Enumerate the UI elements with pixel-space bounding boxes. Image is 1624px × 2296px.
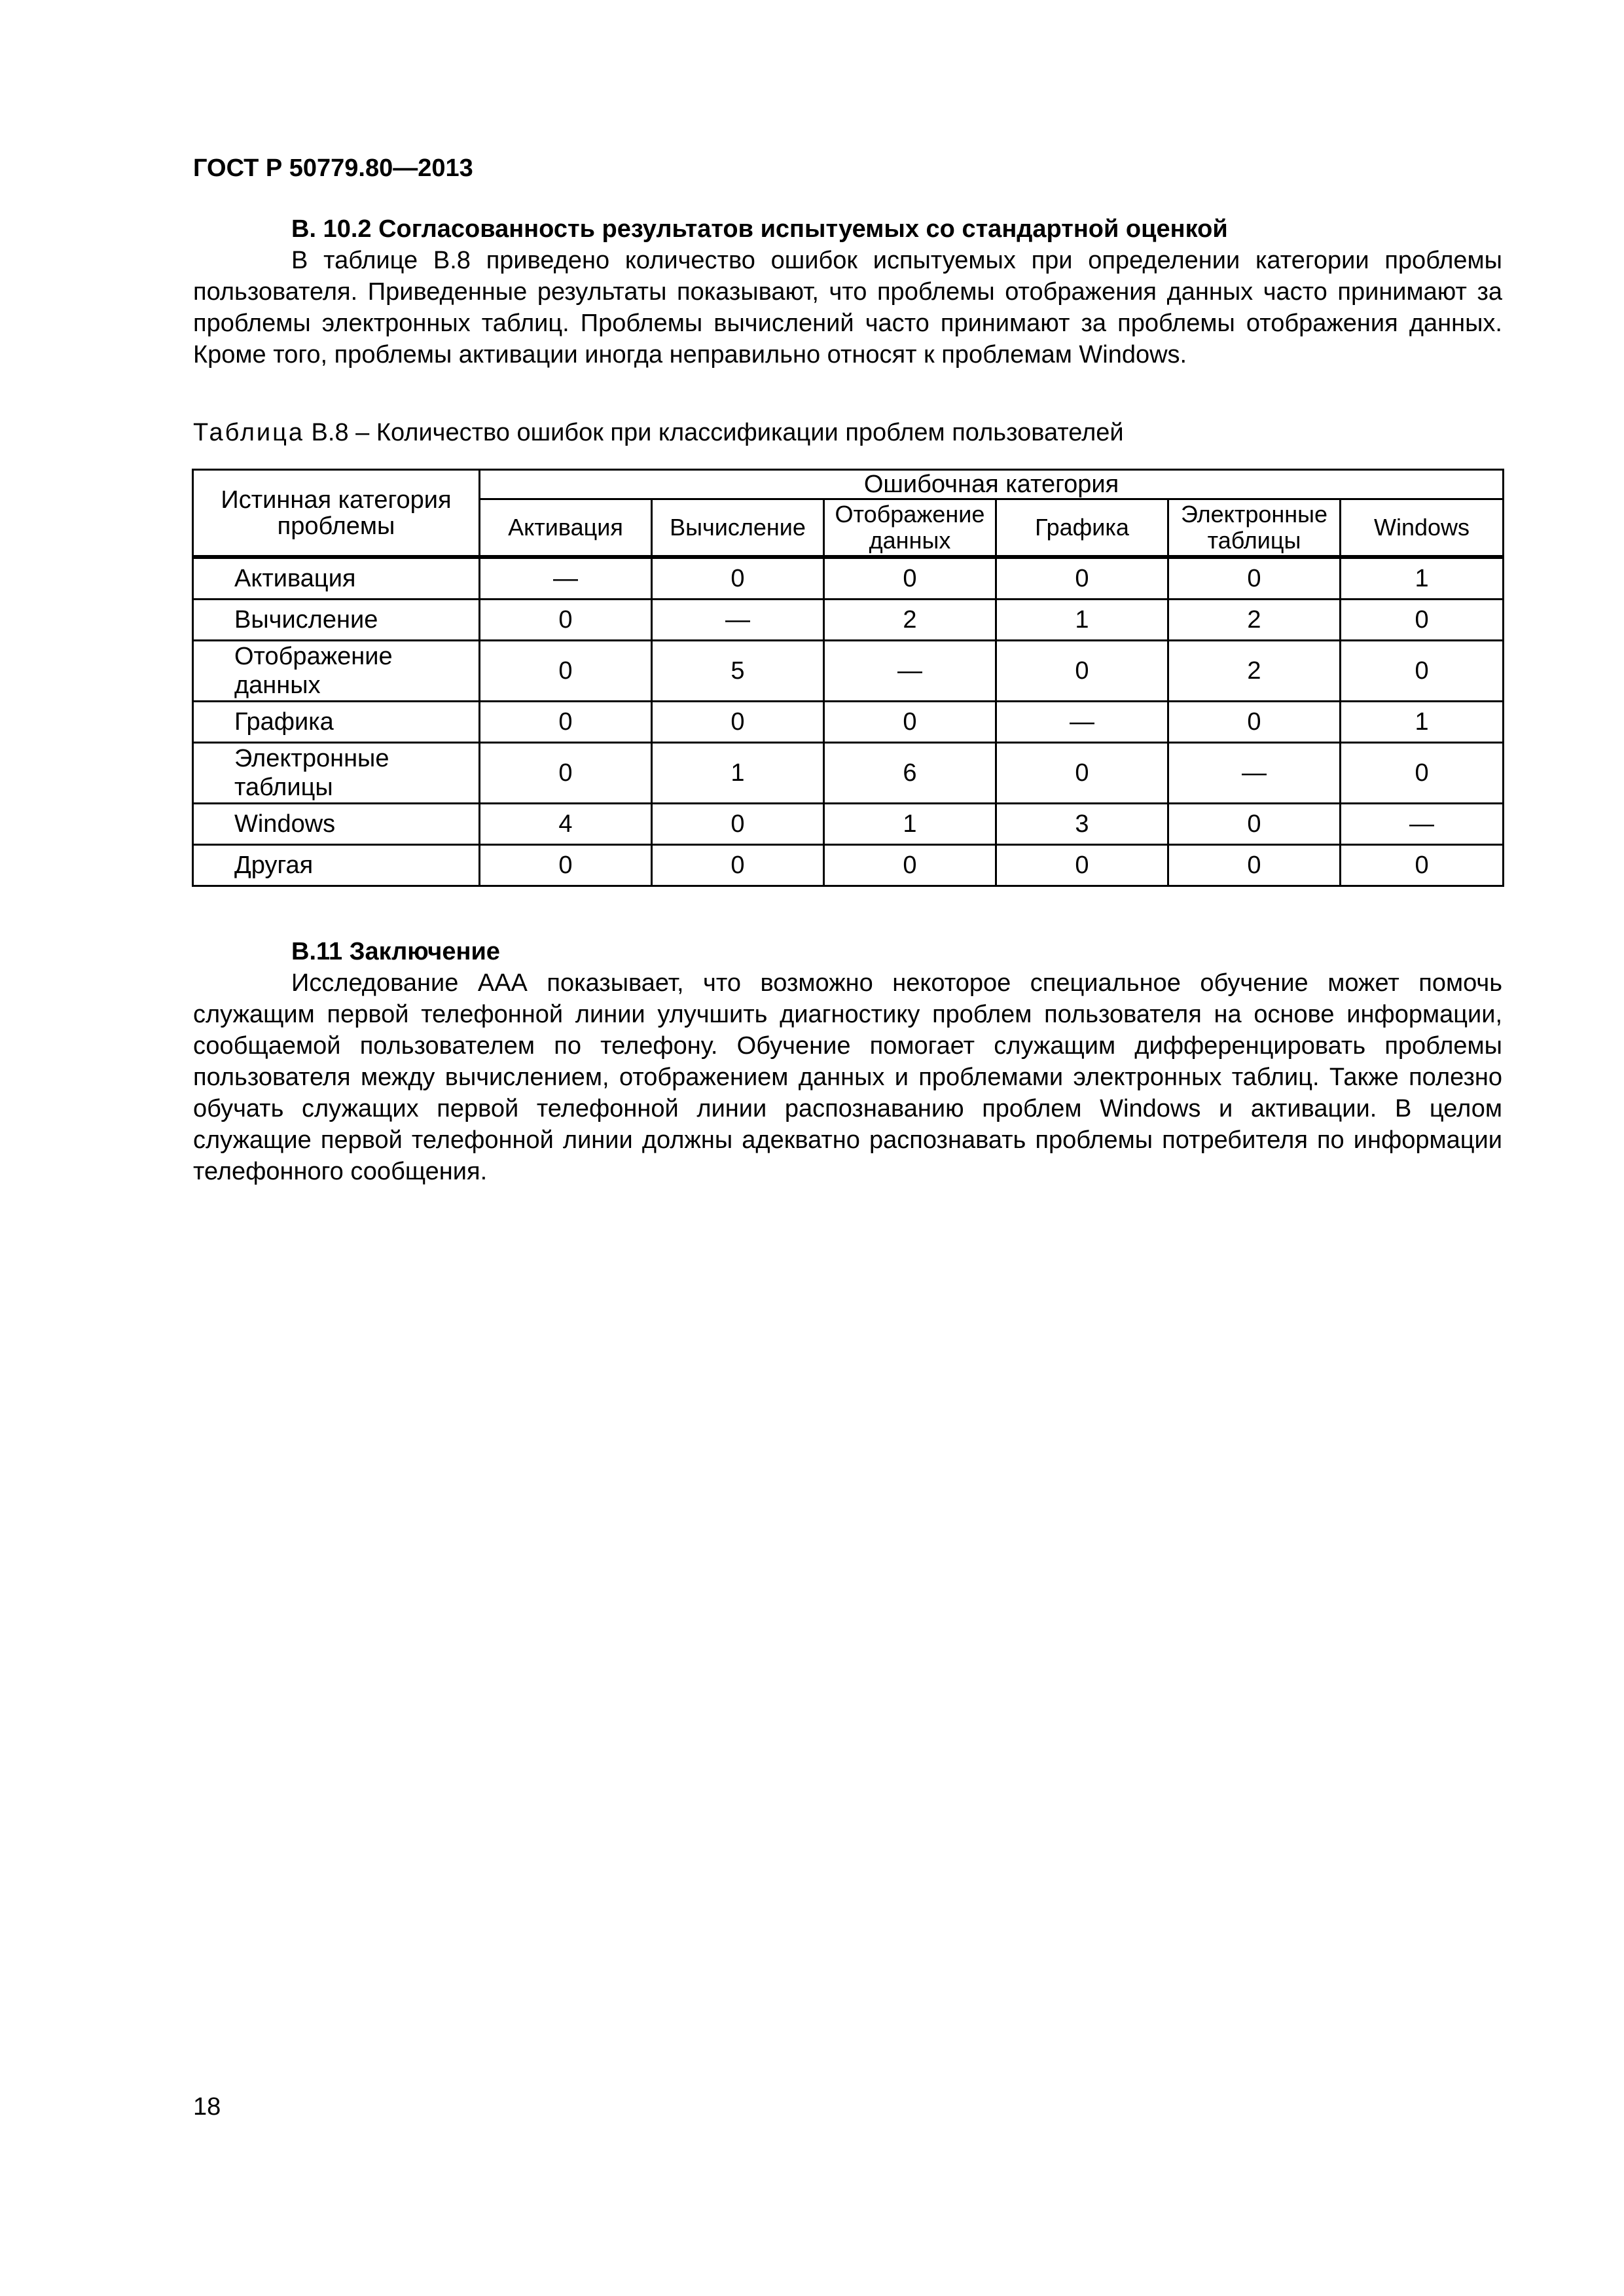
table-cell: 0 <box>1168 845 1341 886</box>
table-cell: 2 <box>1168 600 1341 641</box>
error-table <box>192 469 1504 887</box>
table-cell: 0 <box>652 845 824 886</box>
table-cell: 0 <box>652 557 824 600</box>
section-paragraph: В таблице В.8 приведено количество ошибок испытуемых при определении категории проблемы пользователя. Приведенные результаты показывают, что проблемы отображения данных часто принимают за проблемы электронных таблиц. Проблемы вычислений часто принимают за проблемы отображения данных. Кроме того, проблемы активации иногда неправильно относят к проблемам Windows. <box>193 247 1502 368</box>
table-cell: — <box>1341 804 1504 845</box>
table-row <box>193 743 1504 804</box>
table-cell: 0 <box>1341 641 1504 702</box>
table-cell: 0 <box>1168 804 1341 845</box>
document-code: ГОСТ Р 50779.80—2013 <box>193 154 473 182</box>
table-cell: 3 <box>996 804 1168 845</box>
table-row <box>193 702 1504 743</box>
table-cell: 0 <box>480 702 652 743</box>
table-cell: 0 <box>480 743 652 804</box>
true-category-header: Истинная категория проблемы <box>193 470 480 558</box>
table-cell: 0 <box>996 641 1168 702</box>
table-cell: 0 <box>1168 557 1341 600</box>
table-row <box>193 600 1504 641</box>
table-cell: — <box>996 702 1168 743</box>
table-cell: 0 <box>652 804 824 845</box>
table-cell: 2 <box>824 600 996 641</box>
table-cell: 1 <box>996 600 1168 641</box>
table-cell: 0 <box>996 557 1168 600</box>
table-cell: 1 <box>652 743 824 804</box>
table-cell: — <box>824 641 996 702</box>
row-label: Электронные таблицы <box>193 743 480 804</box>
table-cell: 0 <box>1341 845 1504 886</box>
table-row <box>193 557 1504 600</box>
table-cell: 1 <box>824 804 996 845</box>
column-header: Графика <box>996 499 1168 558</box>
table-caption <box>193 419 1124 447</box>
row-label: Отображение данных <box>193 641 480 702</box>
table-cell: 1 <box>1341 702 1504 743</box>
table-cell: 0 <box>480 845 652 886</box>
table-cell: 0 <box>1341 600 1504 641</box>
table-cell: 0 <box>824 702 996 743</box>
table-caption-text: В.8 – Количество ошибок при классификации проблем пользователей <box>304 419 1124 446</box>
table-row <box>193 641 1504 702</box>
table-cell: 5 <box>652 641 824 702</box>
column-header: Электронные таблицы <box>1168 499 1341 558</box>
table-cell: 4 <box>480 804 652 845</box>
page-number: 18 <box>193 2093 221 2121</box>
error-category-header: Ошибочная категория <box>480 470 1504 499</box>
table-cell: — <box>1168 743 1341 804</box>
row-label: Активация <box>193 557 480 600</box>
row-label: Вычисление <box>193 600 480 641</box>
table-caption-prefix: Таблица <box>193 419 304 446</box>
table-cell: — <box>652 600 824 641</box>
table-cell: 6 <box>824 743 996 804</box>
table-cell: 0 <box>1168 702 1341 743</box>
section-b11 <box>193 936 1502 1187</box>
table-row <box>193 804 1504 845</box>
table-cell: 0 <box>996 743 1168 804</box>
section-heading: В.11 Заключение <box>291 938 500 965</box>
table-cell: 2 <box>1168 641 1341 702</box>
column-header: Windows <box>1341 499 1504 558</box>
section-heading: В. 10.2 Согласованность результатов испытуемых со стандартной оценкой <box>291 215 1228 243</box>
table-cell: 1 <box>1341 557 1504 600</box>
table-cell: 0 <box>824 557 996 600</box>
column-header: Отображение данных <box>824 499 996 558</box>
row-label: Графика <box>193 702 480 743</box>
table-row <box>193 845 1504 886</box>
section-paragraph: Исследование ААА показывает, что возможно некоторое специальное обучение может помочь служащим первой телефонной линии улучшить диагностику проблем пользователя на основе информации, сообщаемой пользователем по телефону. Обучение помогает служащим дифференцировать проблемы пользователя между вычислением, отображением данных и проблемами электронных таблиц. Также полезно обучать служащих первой телефонной линии распознаванию проблем Windows и активации. В целом служащие первой телефонной линии должны адекватно распознавать проблемы потребителя по информации телефонного сообщения. <box>193 969 1502 1185</box>
table-cell: 0 <box>480 600 652 641</box>
column-header: Вычисление <box>652 499 824 558</box>
table-cell: 0 <box>1341 743 1504 804</box>
table-cell: 0 <box>996 845 1168 886</box>
row-label: Другая <box>193 845 480 886</box>
column-header: Активация <box>480 499 652 558</box>
table-cell: — <box>480 557 652 600</box>
table-cell: 0 <box>652 702 824 743</box>
table-cell: 0 <box>824 845 996 886</box>
section-b10-2 <box>193 213 1502 370</box>
table-cell: 0 <box>480 641 652 702</box>
row-label: Windows <box>193 804 480 845</box>
